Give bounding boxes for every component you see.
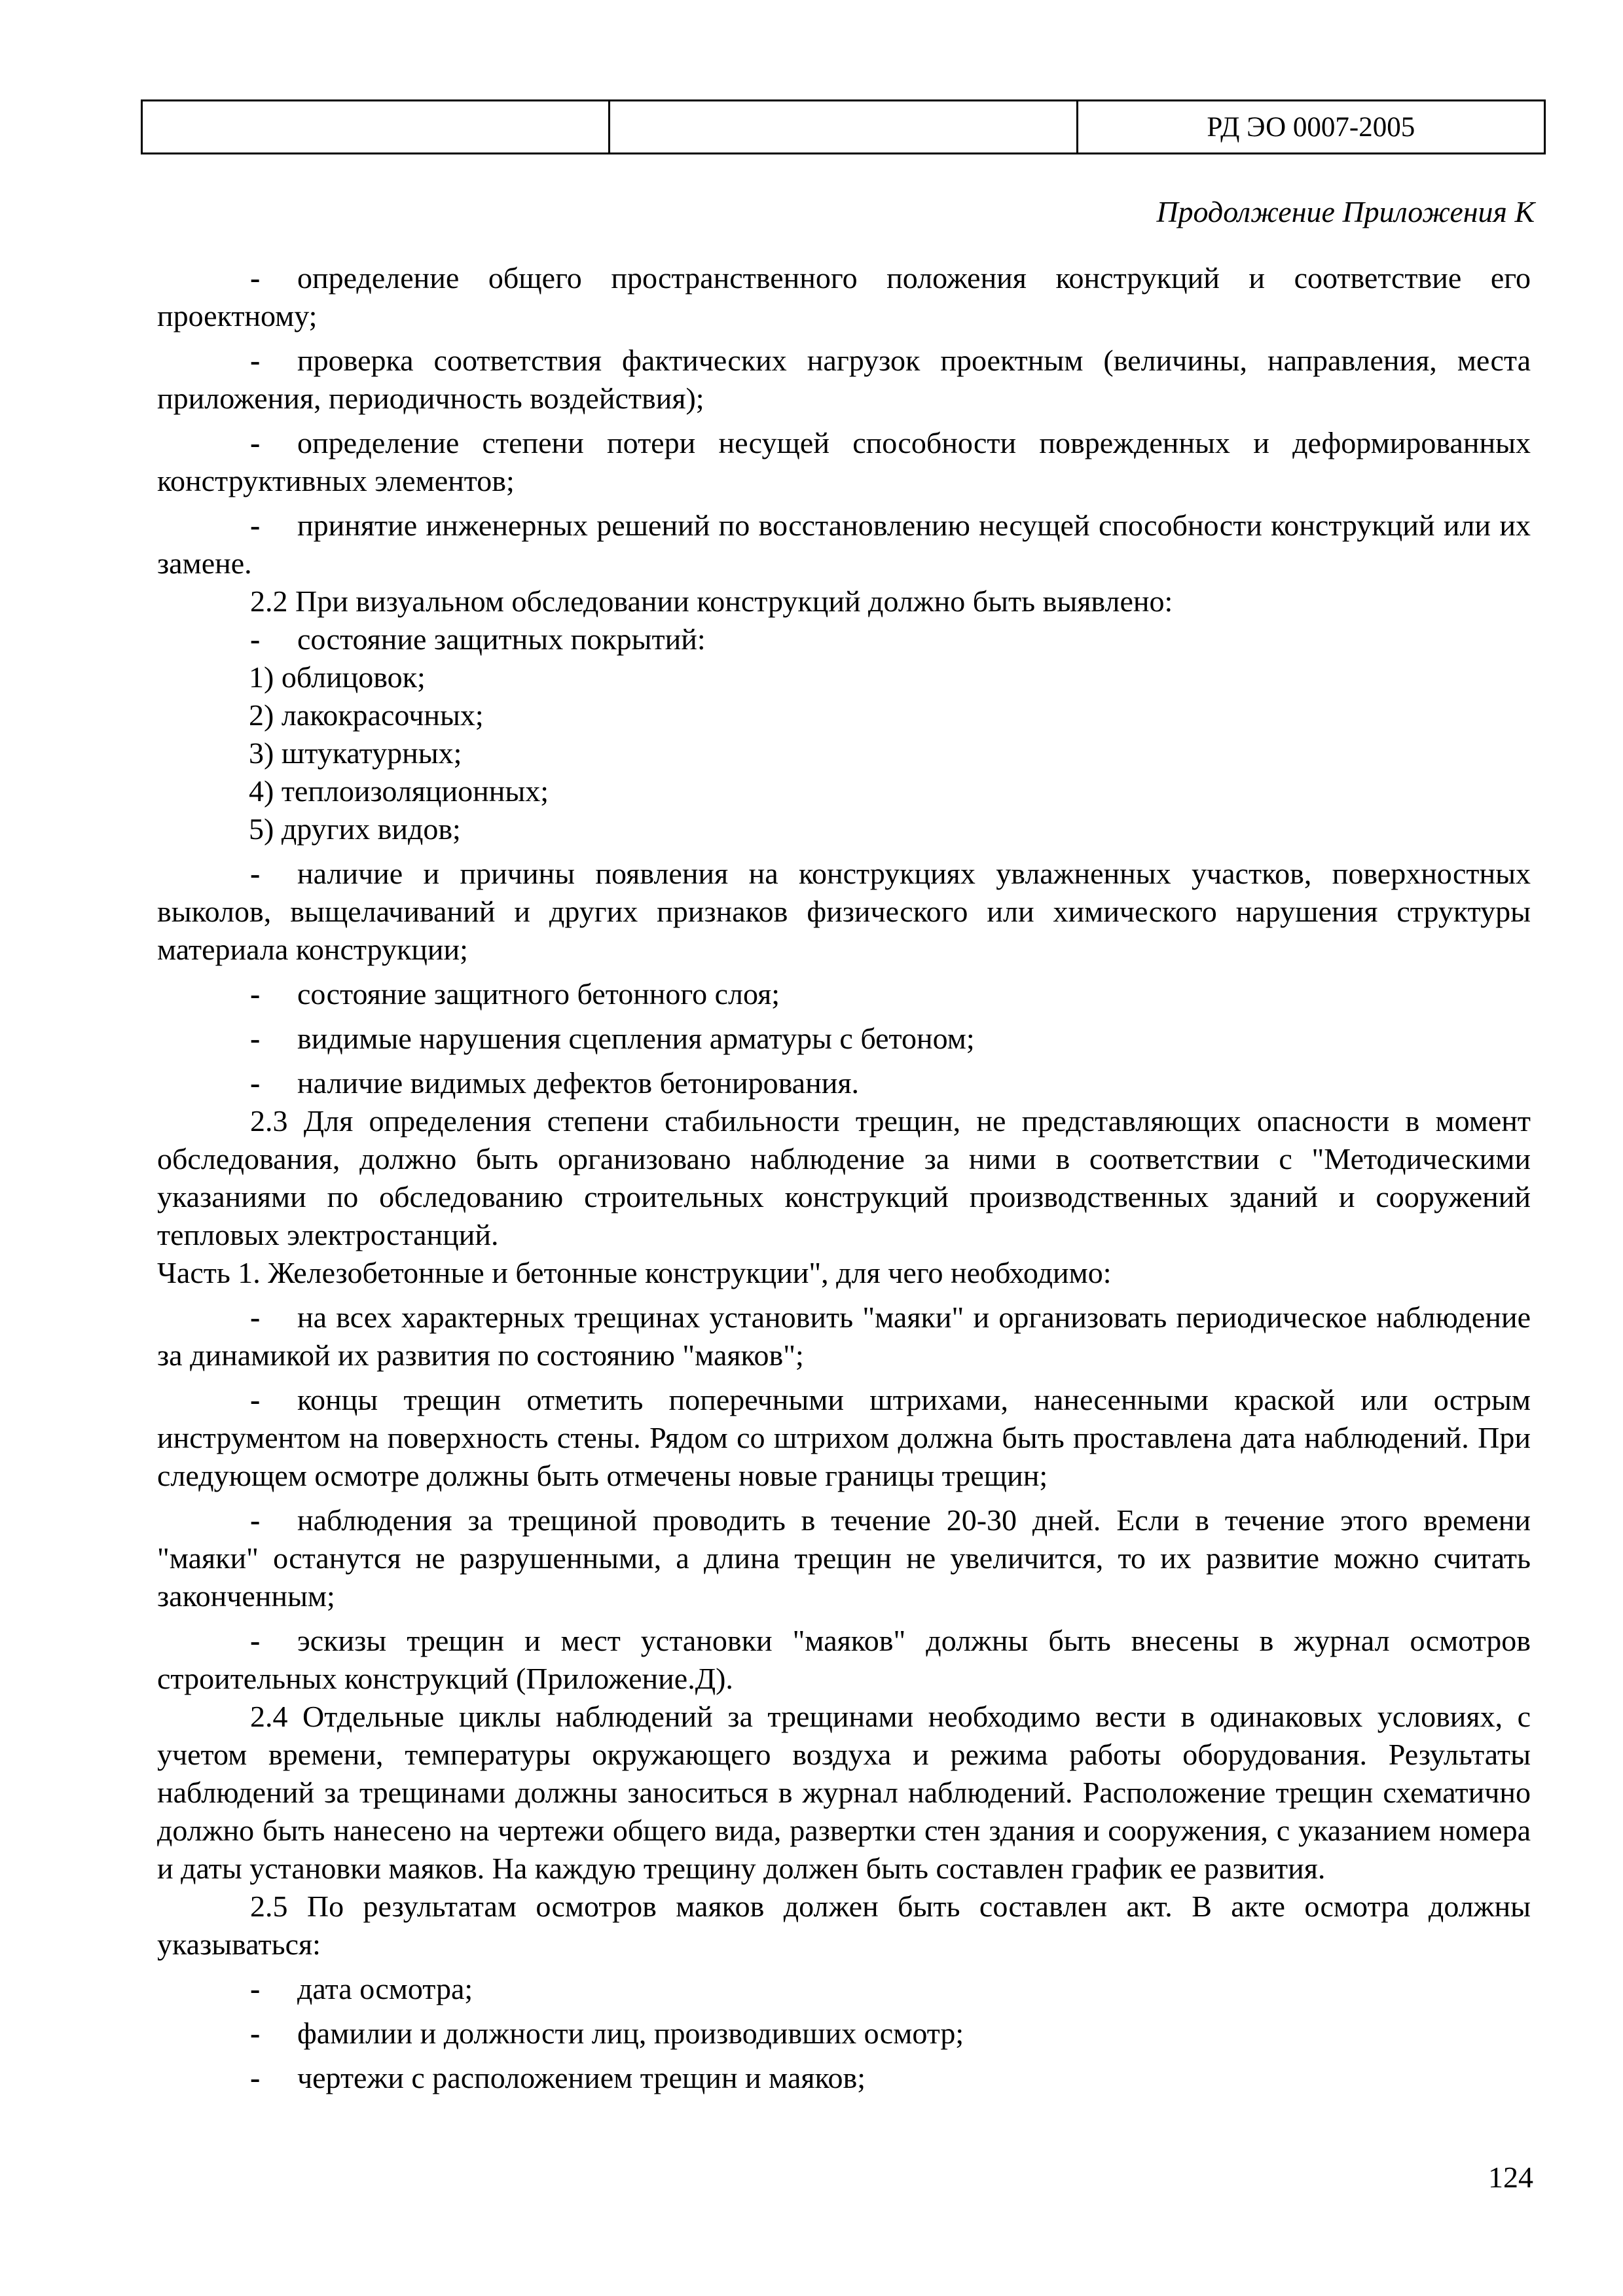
- dash-item: - определение степени потери несущей способности поврежденных и деформированных конструктивных элементов;: [157, 424, 1531, 500]
- dash-item: - видимые нарушения сцепления арматуры с бетоном;: [157, 1020, 1531, 1058]
- dash-item: - чертежи с расположением трещин и маяков;: [157, 2059, 1531, 2097]
- dash-item: - состояние защитных покрытий:: [157, 620, 1531, 658]
- paragraph: Часть 1. Железобетонные и бетонные конструкции", для чего необходимо:: [157, 1256, 1112, 1289]
- dash-item: - проверка соответствия фактических нагрузок проектным (величины, направления, места приложения, периодичность воздействия);: [157, 342, 1531, 418]
- document-body: [157, 259, 1531, 2097]
- dash-item: - состояние защитного бетонного слоя;: [157, 975, 1531, 1013]
- dash-item: - определение общего пространственного положения конструкций и соответствие его проектному;: [157, 259, 1531, 335]
- page-number: 124: [1488, 2161, 1533, 2194]
- numbered-item: 2) лакокрасочных;: [249, 698, 484, 732]
- dash-item: - фамилии и должности лиц, производивших осмотр;: [157, 2015, 1531, 2053]
- section-paragraph: 2.2 При визуальном обследовании конструкций должно быть выявлено:: [250, 584, 1173, 618]
- section-paragraph: 2.5 По результатам осмотров маяков должен быть составлен акт. В акте осмотра должны указываться:: [157, 1890, 1531, 1961]
- dash-item: - принятие инженерных решений по восстановлению несущей способности конструкций или их замене.: [157, 507, 1531, 583]
- dash-item: - дата осмотра;: [157, 1970, 1531, 2008]
- dash-item: - наличие и причины появления на конструкциях увлажненных участков, поверхностных выколов, выщелачиваний и других признаков физического или химического нарушения структуры материала конструкции;: [157, 855, 1531, 969]
- dash-item: - эскизы трещин и мест установки "маяков" должны быть внесены в журнал осмотров строительных конструкций (Приложение.Д).: [157, 1622, 1531, 1698]
- dash-item: - наличие видимых дефектов бетонирования.: [157, 1064, 1531, 1102]
- numbered-item: 3) штукатурных;: [249, 736, 462, 770]
- dash-item: - на всех характерных трещинах установить "маяки" и организовать периодическое наблюдение за динамикой их развития по состоянию "маяков";: [157, 1299, 1531, 1374]
- dash-item: - концы трещин отметить поперечными штрихами, нанесенными краской или острым инструментом на поверхность стены. Рядом со штрихом должна быть проставлена дата наблюдений. При следующем осмотре должны быть отмечены новые границы трещин;: [157, 1381, 1531, 1495]
- section-paragraph: 2.3 Для определения степени стабильности трещин, не представляющих опасности в момент обследования, должно быть организовано наблюдение за ними в соответствии с "Методическими указаниями по обследованию строительных конструкций производственных зданий и сооружений тепловых электростанций.: [157, 1104, 1531, 1251]
- header-cell-1: [143, 101, 610, 152]
- header-cell-2: [610, 101, 1078, 152]
- document-code: РД ЭО 0007-2005: [1207, 111, 1415, 143]
- header-table: [141, 99, 1546, 154]
- dash-item: - наблюдения за трещиной проводить в течение 20-30 дней. Если в течение этого времени "маяки" останутся не разрушенными, а длина трещин не увеличится, то их развитие можно считать законченным;: [157, 1501, 1531, 1615]
- numbered-item: 5) других видов;: [249, 812, 461, 846]
- numbered-item: 1) облицовок;: [249, 660, 426, 694]
- numbered-item: 4) теплоизоляционных;: [249, 774, 549, 808]
- section-paragraph: 2.4 Отдельные циклы наблюдений за трещинами необходимо вести в одинаковых условиях, с учетом времени, температуры окружающего воздуха и режима работы оборудования. Результаты наблюдений за трещинами должны заноситься в журнал наблюдений. Расположение трещин схематично должно быть нанесено на чертежи общего вида, развертки стен здания и сооружения, с указанием номера и даты установки маяков. На каждую трещину должен быть составлен график ее развития.: [157, 1700, 1531, 1885]
- appendix-continuation-title: Продолжение Приложения К: [1156, 195, 1535, 228]
